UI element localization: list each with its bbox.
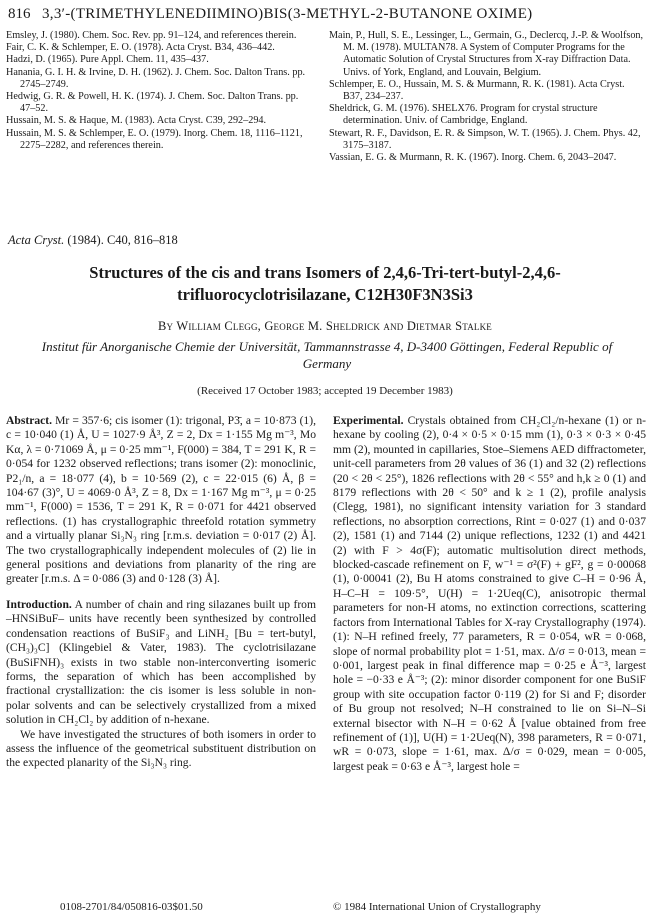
reference-item: Schlemper, E. O., Hussain, M. S. & Murmann, R. K. (1981). Acta Cryst. B37, 234–237. <box>329 78 625 103</box>
reference-item: Vassian, E. G. & Murmann, R. K. (1967). Inorg. Chem. 6, 2043–2047. <box>329 152 617 164</box>
experimental-paragraph <box>333 414 646 774</box>
article-citation <box>8 233 178 248</box>
reference-item: Emsley, J. (1980). Chem. Soc. Rev. pp. 91–124, and references therein. <box>6 30 297 41</box>
introduction-paragraph <box>6 598 316 728</box>
citation-details: (1984). C40, 816–818 <box>67 233 178 247</box>
abstract-paragraph <box>6 414 316 587</box>
running-title: 3,3′-(TRIMETHYLENEDIIMINO)BIS(3-METHYL-2-BUTANONE OXIME) <box>42 6 533 22</box>
footer-copyright: © 1984 International Union of Crystallography <box>333 901 541 913</box>
page-number: 816 <box>8 6 31 22</box>
reference-item: Hussain, M. S. & Schlemper, E. O. (1979). Inorg. Chem. 18, 1116–1121, 2275–2282, and references therein. <box>6 127 303 151</box>
introduction-heading: Introduction. <box>6 597 72 611</box>
citation-journal: Acta Cryst. <box>8 233 65 247</box>
references-left <box>6 30 311 152</box>
introduction-text: A number of chain and ring silazanes built up from –HNSiBuF– units have recently been synthesized by controlled condensation reactions of BuSiF₃ and LiNH₂ [Bu = tert-butyl, (CH₃)₃C] (Klingebiel & Vater, 1983). The cyclotrisilazane (BuSiFNH)₃ exists in two stable non-interconverting isomeric forms, the separation of which has been accomplished by fractional crystallization: the cis isomer is less soluble in non-polar solvents and can be selectively crystallized from a mixed solution in CH₂Cl₂ by addition of n-hexane. <box>6 597 316 727</box>
institution: Institut für Anorganische Chemie der Universität, Tammannstrasse 4, D-3400 Göttingen, Federal Republic of Germany <box>41 339 613 371</box>
reference-item: Main, P., Hull, S. E., Lessinger, L., Germain, G., Declercq, J.-P. & Woolfson, M. M. (1978). MULTAN78. A System of Computer Programs for the Automatic Solution of Crystal Structures from X-ray Diffraction Data. Univs. of York, England, and Louvain, Belgium. <box>329 30 644 78</box>
title-line-2: trifluorocyclotrisilazane, C12H30F3N3Si3 <box>177 285 473 304</box>
references-right <box>329 30 645 164</box>
experimental-text: Crystals obtained from CH₂Cl₂/n-hexane (1) or n-hexane by cooling (2), 0·4 × 0·5 × 0·15 mm (1), 0·3 × 0·3 × 0·45 mm (2), mounted in capillaries, Stoe–Siemens AED diffractometer, unit-cell parameters from 2θ values of 36 (1) and 32 (2) reflections (20 < 2θ < 25°), 1826 reflections with 2θ < 55° and h,k ≥ 0 (1) and 8179 reflections with 2θ < 50° and k ≥ 1 (2), profile analysis (Clegg, 1981), no significant intensity variation for 3 standard reflections, no absorption corrections, Rint = 0·027 (1) and 0·037 (2), 1581 (1) and 7144 (2) unique reflections, 1232 (1) and 4421 (2) with F > 4σ(F); automatic multisolution direct methods, blocked-cascade refinement on F, w⁻¹ = σ²(F) + gF², g = 0·00068 (1), 0·00041 (2), Bu H atoms constrained to give C–H = 0·96 Å, H–C–H = 109·5°, U(H) = 1·2Ueq(C), anisotropic thermal parameters for non-H atoms, no extinction corrections, scattering factors from International Tables for X-ray Crystallography (1974). (1): N–H refined freely, 77 parameters, R = 0·054, wR = 0·068, slope of normal probability plot = 1·51, max. Δ/σ = 0·013, mean = 0·001, largest peak in final difference map = 0·25 e Å⁻³, largest hole = −0·33 e Å⁻³; (2): minor disorder component for one BuSiF group with site occupation factor 0·119 (2) for Si and F; disorder of Bu group not resolved; N–H constrained to lie on Si–N–Si external bisector with N–H = 0·62 Å [value obtained from free refinement of (1)], U(H) = 1·2Ueq(N), 398 parameters, R = 0·071, wR = 0·073, slope = 1·61, max. Δ/σ = 0·029, mean = 0·005, largest peak = 0·63 e Å⁻³, largest hole = <box>333 414 646 773</box>
abstract-text: Mr = 357·6; cis isomer (1): trigonal, P3̄, a = 10·873 (1), c = 10·040 (1) Å, U = 1027·9 Å³, Z = 2, Dx = 1·155 Mg m⁻³, Mo Kα, λ = 0·71069 Å, μ = 0·25 mm⁻¹, F(000) = 384, T = 291 K, R = 0·054 for 1232 observed reflections; trans isomer (2): monoclinic, P2₁/n, a = 18·077 (4), b = 10·569 (2), c = 22·015 (6) Å, β = 104·67 (3)°, U = 4069·0 Å³, Z = 8, Dx = 1·167 Mg m⁻³, μ = 0·25 mm⁻¹, F(000) = 1536, T = 291 K, R = 0·071 for 4421 observed reflections. (1) has crystallographic threefold rotation symmetry and a virtually planar Si₃N₃ ring [r.m.s. deviation = 0·017 (2) Å]. The two crystallographically independent molecules of (2) lie in general positions and deviations from planarity of the ring are greater [r.m.s. Δ = 0·086 (3) and 0·128 (3) Å]. <box>6 414 316 586</box>
reference-item: Hanania, G. I. H. & Irvine, D. H. (1962). J. Chem. Soc. Dalton Trans. pp. 2745–2749. <box>6 66 306 90</box>
footer-code: 0108-2701/84/050816-03$01.50 <box>60 901 203 913</box>
reference-item: Hedwig, G. R. & Powell, H. K. (1974). J. Chem. Soc. Dalton Trans. pp. 47–52. <box>6 91 299 115</box>
reference-item: Fair, C. K. & Schlemper, E. O. (1978). Acta Cryst. B34, 436–442. <box>6 42 275 54</box>
article-title <box>20 262 630 306</box>
reference-item: Hussain, M. S. & Haque, M. (1983). Acta Cryst. C39, 292–294. <box>6 115 267 127</box>
abstract-heading: Abstract. <box>6 414 53 427</box>
reference-item: Hadzi, D. (1965). Pure Appl. Chem. 11, 435–437. <box>6 54 209 66</box>
received-dates: (Received 17 October 1983; accepted 19 December 1983) <box>197 385 453 397</box>
right-column <box>333 414 646 774</box>
running-header <box>8 6 642 26</box>
introduction-paragraph-2: We have investigated the structures of both isomers in order to assess the influence of the geometrical substituent distribution on the expected planarity of the Si₃N₃ ring. <box>6 727 316 770</box>
experimental-heading: Experimental. <box>333 414 404 427</box>
reference-item: Stewart, R. F., Davidson, E. R. & Simpson, W. T. (1965). J. Chem. Phys. 42, 3175–3187. <box>329 127 641 151</box>
left-column <box>6 414 316 771</box>
authors: By William Clegg, George M. Sheldrick and Dietmar Stalke <box>157 319 492 333</box>
title-line-1: Structures of the cis and trans Isomers of 2,4,6-Tri-tert-butyl-2,4,6- <box>89 263 561 282</box>
reference-item: Sheldrick, G. M. (1976). SHELX76. Program for crystal structure determination. Univ. of Cambridge, England. <box>329 103 598 127</box>
